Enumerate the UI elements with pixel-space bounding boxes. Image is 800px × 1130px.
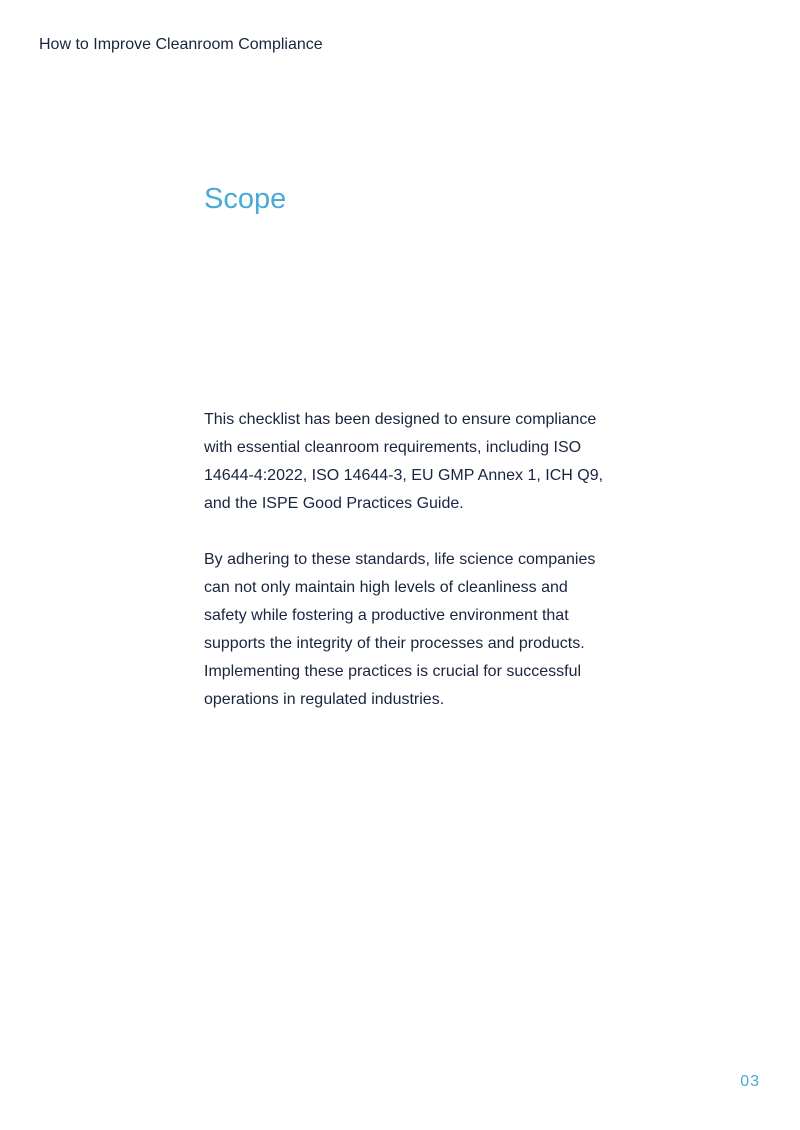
body-text	[204, 406, 604, 742]
paragraph-standards: By adhering to these standards, life science companies can not only maintain high levels of cleanliness and safety while fostering a productive environment that supports the integrity of their processes and products. Implementing these practices is crucial for successful operations in regulated industries.	[204, 551, 596, 708]
paragraph-intro: This checklist has been designed to ensure compliance with essential cleanroom requirements, including ISO 14644-4:2022, ISO 14644-3, EU GMP Annex 1, ICH Q9, and the ISPE Good Practices Guide.	[204, 411, 604, 512]
page-number: 03	[740, 1073, 760, 1090]
running-header: How to Improve Cleanroom Compliance	[39, 36, 323, 53]
section-title: Scope	[204, 183, 287, 215]
